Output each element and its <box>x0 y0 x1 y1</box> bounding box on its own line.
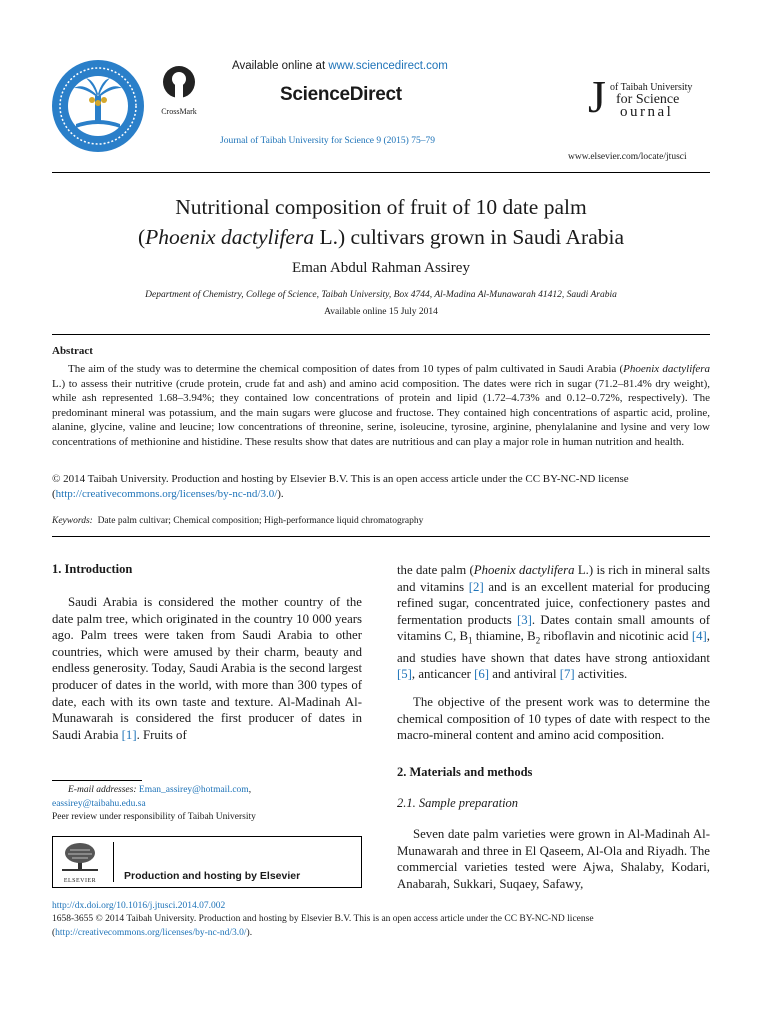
journal-logo <box>588 71 714 124</box>
introduction-heading: 1. Introduction <box>52 562 133 576</box>
elsevier-wordmark: ELSEVIER <box>63 878 97 884</box>
journal-logo-letter: J <box>588 71 606 122</box>
right-column-paragraph-1: the date palm (Phoenix dactylifera L.) is rich in mineral salts and vitamins [2] and is an excellent material for producing refined sugar, concentrated juice, confectionery pastes and fermentation products [3]. Dates contain small amounts of vitamins C, $B_1$ thiamine, $B_2$ riboflavin and nicotinic acid [4], and studies have shown that dates have strong antioxidant [5], anticancer [6] and antiviral [7] activities. <box>397 563 710 682</box>
journal-reference[interactable]: Journal of Taibah University for Science 9 (2015) 75–79 <box>220 136 435 146</box>
ref-6-link[interactable]: [6] <box>474 667 490 682</box>
abstract-top-rule <box>52 334 710 335</box>
abstract-bottom-rule <box>52 536 710 537</box>
journal-logo-line2: for Science <box>616 92 680 107</box>
species-name: Phoenix dactylifera <box>145 225 315 249</box>
journal-logo-line3: ournal <box>620 104 674 120</box>
available-online-line <box>232 60 448 72</box>
crossmark-logo[interactable] <box>154 64 204 116</box>
email-link-2[interactable]: eassirey@taibahu.edu.sa <box>52 798 146 809</box>
abstract-copyright: © 2014 Taibah University. Production and hosting by Elsevier B.V. This is an open access article under the CC BY-NC-ND license (http://creativecommons.org/licenses/by-nc-nd/3.0/). <box>52 473 629 500</box>
bottom-license-link[interactable]: http://creativecommons.org/licenses/by-nc-nd/3.0/ <box>55 927 247 938</box>
title-line-1: Nutritional composition of fruit of 10 date palm <box>175 195 587 219</box>
sample-preparation-heading: 2.1. Sample preparation <box>397 796 519 810</box>
ref-2-link[interactable]: [2] <box>468 579 484 594</box>
abstract-heading: Abstract <box>52 345 93 357</box>
abstract-species-name: Phoenix dactylifera <box>623 363 710 375</box>
ref-3-link[interactable]: [3] <box>516 612 532 627</box>
bottom-meta: http://dx.doi.org/10.1016/j.jtusci.2014.07.002 1658-3655 © 2014 Taibah University. Production and hosting by Elsevier B.V. This is an open access article under the CC BY-NC-ND license (http://creativecommons.org/licenses/by-nc-nd/3.0/). <box>52 900 712 940</box>
email-label: E-mail addresses: <box>68 785 137 795</box>
title-line-2: (Phoenix dactylifera L.) cultivars grown in Saudi Arabia <box>137 225 625 249</box>
taibah-university-logo <box>50 58 146 154</box>
ref-4-link[interactable]: [4] <box>691 629 707 644</box>
sciencedirect-url-link[interactable]: www.sciencedirect.com <box>328 60 448 72</box>
sciencedirect-brand: ScienceDirect <box>280 84 402 105</box>
abstract-body: The aim of the study was to determine the chemical composition of dates from 10 types of palm cultivated in Saudi Arabia (Phoenix dactylifera L.) to assess their nutritive (crude protein, crude fat and ash) and amino acid composition. The dates were rich in sugar (71.2–81.4% dry weight), while ash represented 1.68–3.94%; they contained low concentrations of protein and lipid (1.72–4.73% and 0.12–0.72%, respectively). The predominant mineral was potassium, and the main sugars were glucose and fructose. They contained high concentrations of aspartic acid, proline, alanine, glycine, valine and leucine; low concentrations of threonine, serine, isoleucine, tyrosine, arginine, phenylalanine and lysine and very low concentrations of methionine and histidine. These results show that dates are nutritious and can play a major role in human nutrition and health. <box>52 363 710 448</box>
doi-link[interactable]: http://dx.doi.org/10.1016/j.jtusci.2014.07.002 <box>52 901 226 911</box>
copyright-text: © 2014 Taibah University. Production and hosting by Elsevier B.V. This is an open access article under the CC BY-NC-ND license <box>52 473 629 485</box>
email-link-1[interactable]: Eman_assirey@hotmail.com <box>138 785 249 795</box>
author-affiliation: Department of Chemistry, College of Science, Taibah University, Box 4744, Al-Madina Al-Munawarah 41412, Saudi Arabia <box>145 290 617 300</box>
elsevier-production-text: Production and hosting by Elsevier <box>124 870 301 882</box>
article-title <box>60 192 702 252</box>
methods-heading: 2. Materials and methods <box>397 765 533 779</box>
footnote-rule <box>52 780 142 781</box>
keywords-list: Date palm cultivar; Chemical composition; High-performance liquid chromatography <box>97 516 424 526</box>
author-name: Eman Abdul Rahman Assirey <box>292 260 470 276</box>
ref-1-link[interactable]: [1] <box>121 727 137 742</box>
elsevier-tree-icon <box>60 842 100 882</box>
available-online-label: Available online at <box>232 60 329 72</box>
crossmark-label: CrossMark <box>161 107 197 116</box>
issn-line: 1658-3655 © 2014 Taibah University. Production and hosting by Elsevier B.V. This is an open access article under the CC BY-NC-ND license <box>52 914 594 925</box>
license-link[interactable]: http://creativecommons.org/licenses/by-nc-nd/3.0/ <box>55 487 278 500</box>
peer-review-note: Peer review under responsibility of Taibah University <box>52 812 256 822</box>
keywords-label: Keywords: <box>52 516 93 526</box>
header-rule <box>52 172 710 173</box>
elsevier-box-divider <box>113 842 114 882</box>
keywords <box>52 516 423 526</box>
introduction-paragraph: Saudi Arabia is considered the mother country of the date palm tree, which originated in the country 10 000 years ago. Palm trees were taken from Saudi Arabia to other countries, which were amused by their charm, beauty and endless generosity. Today, Saudi Arabia is the second largest producer of dates in the world, with more than 300 types of date, each with its own taste and texture. Al-Madinah Al-Munawarah is considered the first producer of dates in Saudi Arabia [1]. Fruits of <box>52 595 362 742</box>
ref-7-link[interactable]: [7] <box>559 667 575 682</box>
journal-homepage-url[interactable]: www.elsevier.com/locate/jtusci <box>568 152 687 162</box>
sample-preparation-paragraph: Seven date palm varieties were grown in Al-Madinah Al-Munawarah and three in El Qaseem, Al-Ola and Riyadh. The commercial varieties tested were Ajwa, Shalaby, Kodari, Anabarah, Sukkari, Suqaey, Safawy, <box>397 827 710 891</box>
footnote: E-mail addresses: Eman_assirey@hotmail.com, eassirey@taibahu.edu.sa Peer review under responsibility of Taibah University <box>52 784 362 825</box>
right-column-paragraph-2: The objective of the present work was to determine the chemical composition of 10 types of date with respect to the macro-mineral content and amino acid composition. <box>397 695 710 743</box>
ref-5-link[interactable]: [5] <box>397 667 412 682</box>
journal-logo-line1: of Taibah University <box>610 82 693 93</box>
available-online-date: Available online 15 July 2014 <box>324 307 438 317</box>
